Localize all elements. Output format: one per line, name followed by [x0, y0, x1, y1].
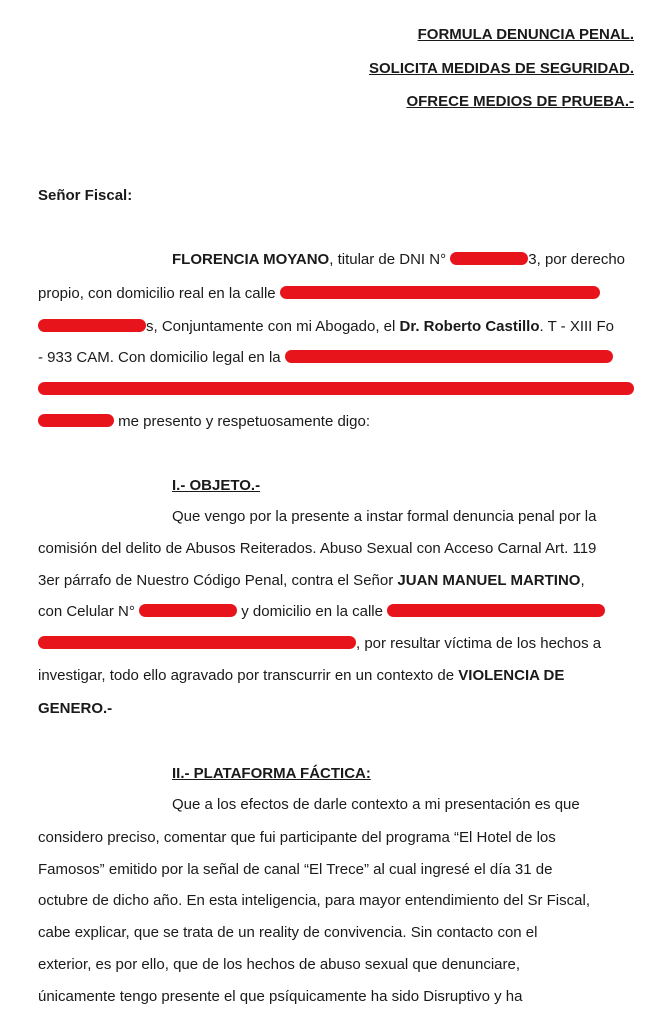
section-text: , por resultar víctima de los hechos a [356, 635, 602, 652]
redaction-bar [285, 350, 613, 363]
intro-text: , titular de DNI N° [329, 251, 447, 268]
intro-line-1 [172, 250, 625, 270]
header-line-2: SOLICITA MEDIDAS DE SEGURIDAD. [368, 60, 634, 77]
emphasis-text: VIOLENCIA DE [458, 667, 565, 684]
section-1-line-2: comisión del delito de Abusos Reiterados. Abuso Sexual con Acceso Carnal Art. 119 [38, 540, 597, 557]
section-2-line-5: cabe explicar, que se trata de un reality de convivencia. Sin contacto con el [38, 924, 538, 941]
intro-text: propio, con domicilio real en la calle [38, 285, 276, 302]
intro-text: me presento y respetuosamente digo: [118, 413, 370, 430]
section-2-line-4: octubre de dicho año. En esta inteligencia, para mayor entendimiento del Sr Fiscal, [38, 892, 590, 909]
complainant-name: FLORENCIA MOYANO [172, 251, 330, 268]
section-text: 3er párrafo de Nuestro Código Penal, contra el Señor [38, 572, 394, 589]
redaction-bar [38, 414, 114, 427]
section-2-line-6: exterior, es por ello, que de los hechos de abuso sexual que denunciare, [38, 956, 520, 973]
accused-name: JUAN MANUEL MARTINO [397, 572, 581, 589]
section-2-line-1: Que a los efectos de darle contexto a mi presentación es que [172, 796, 580, 813]
salutation: Señor Fiscal: [38, 187, 133, 204]
section-1-line-6 [38, 666, 564, 686]
redaction-bar [280, 286, 600, 299]
intro-text: . T - XIII Fo [539, 318, 614, 335]
section-1-line-1: Que vengo por la presente a instar formal denuncia penal por la [172, 508, 597, 525]
section-2-line-3: Famosos” emitido por la señal de canal “El Trece” al cual ingresé el día 31 de [38, 861, 553, 878]
intro-text: 3, por derecho [528, 251, 626, 268]
section-text: , [580, 572, 585, 589]
redaction-bar [38, 636, 356, 649]
header-line-3: OFRECE MEDIOS DE PRUEBA.- [406, 93, 634, 110]
redaction-bar [450, 252, 528, 265]
header-line-1: FORMULA DENUNCIA PENAL. [417, 26, 634, 43]
section-1-line-7: GENERO.- [38, 700, 113, 717]
section-2-title: II.- PLATAFORMA FÁCTICA: [172, 765, 371, 782]
section-1-title: I.- OBJETO.- [172, 477, 261, 494]
section-2-line-2: considero preciso, comentar que fui participante del programa “El Hotel de los [38, 829, 556, 846]
intro-line-6 [38, 412, 370, 432]
intro-text: s, Conjuntamente con mi Abogado, el [146, 318, 396, 335]
section-1-line-3 [38, 571, 585, 591]
redaction-bar [38, 382, 634, 395]
redaction-bar [387, 604, 605, 617]
lawyer-name: Dr. Roberto Castillo [399, 318, 540, 335]
intro-line-5 [38, 380, 634, 400]
section-1-line-5 [38, 634, 601, 654]
section-text: investigar, todo ello agravado por transcurrir en un contexto de [38, 667, 455, 684]
redaction-bar [38, 319, 146, 332]
intro-line-4 [38, 348, 613, 368]
redaction-bar [139, 604, 237, 617]
section-text: con Celular N° [38, 603, 135, 620]
section-1-line-4 [38, 602, 605, 622]
intro-text: - 933 CAM. Con domicilio legal en la [38, 349, 281, 366]
section-2-line-7: únicamente tengo presente el que psíquicamente ha sido Disruptivo y ha [38, 988, 523, 1005]
intro-line-2 [38, 284, 600, 304]
intro-line-3 [38, 317, 614, 337]
section-text: y domicilio en la calle [241, 603, 383, 620]
